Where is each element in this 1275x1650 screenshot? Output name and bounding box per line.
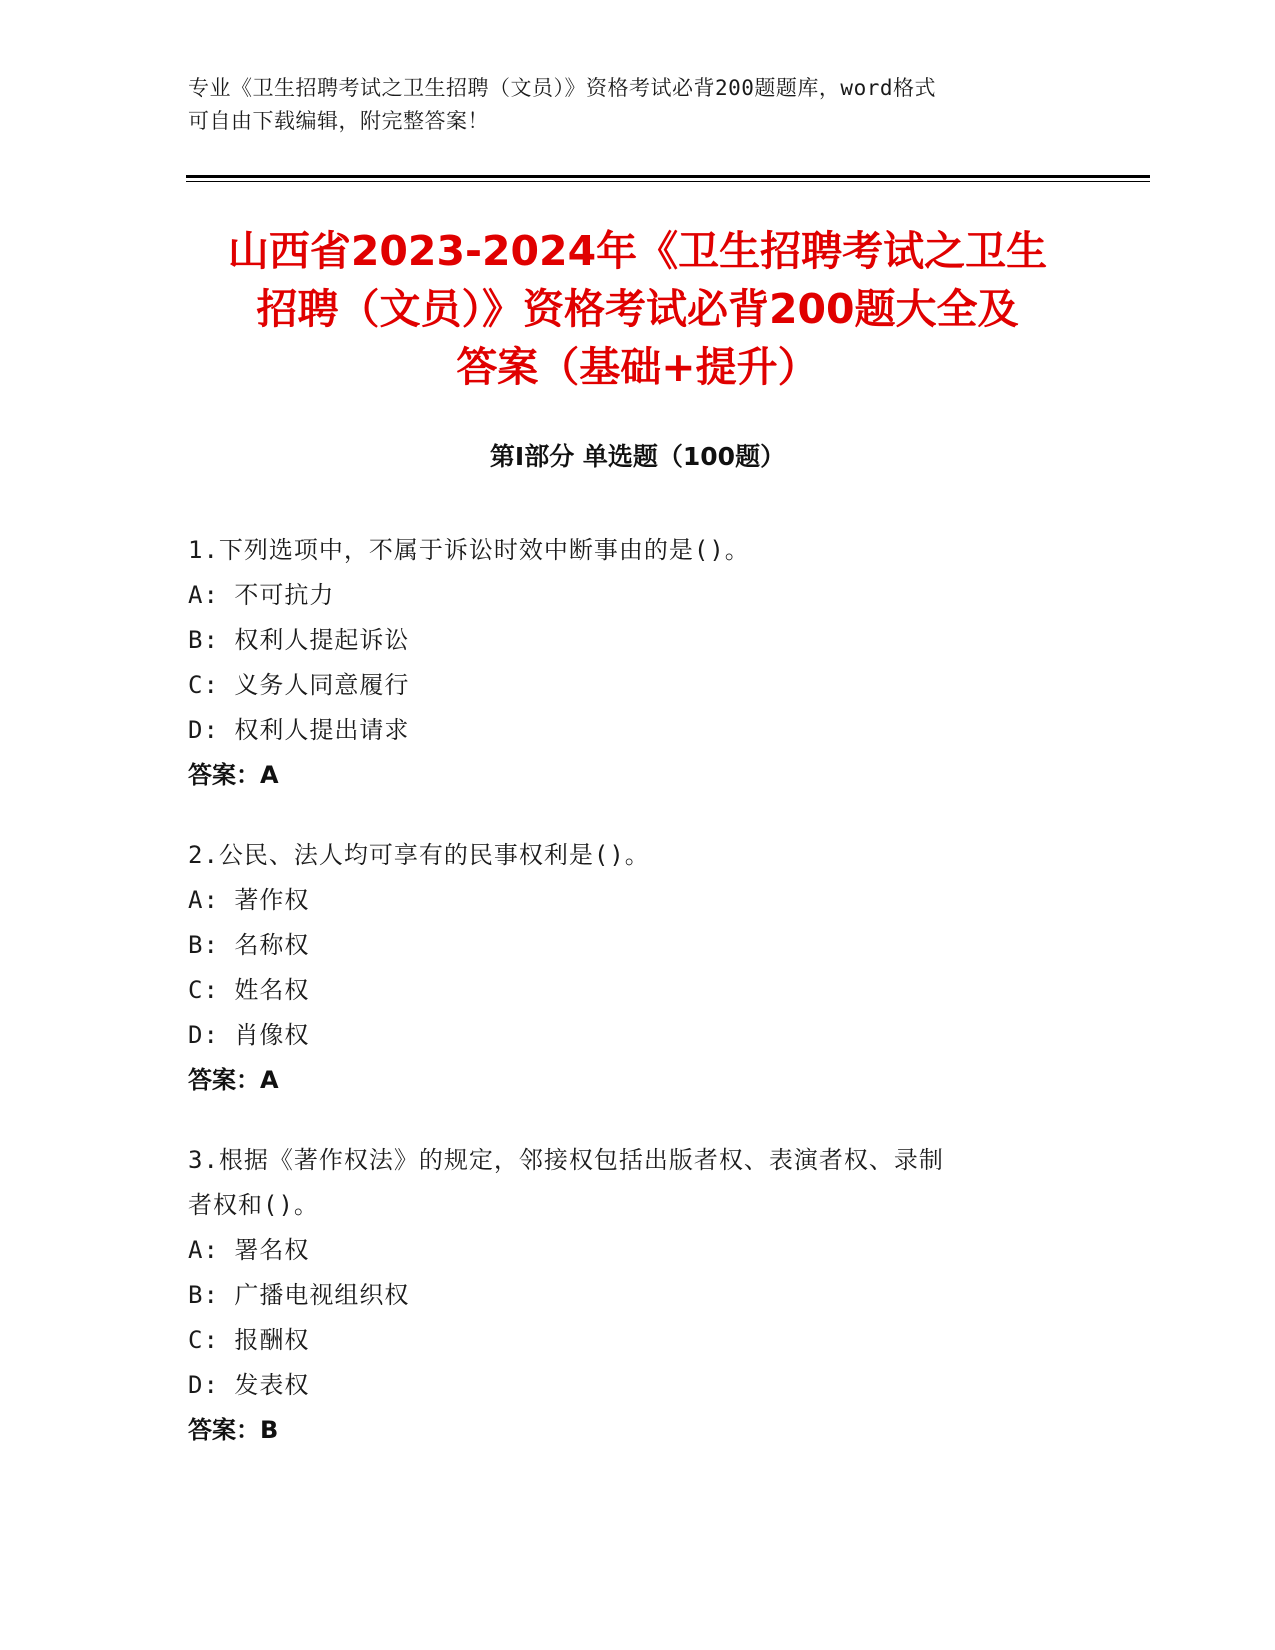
question-stem-continued: 者权和()。 <box>188 1191 319 1219</box>
header-divider-thin <box>186 181 1150 182</box>
option-d: D: 发表权 <box>188 1371 310 1399</box>
answer: 答案：A <box>188 761 279 789</box>
document-title-line: 山西省2023-2024年《卫生招聘考试之卫生 <box>227 227 1048 275</box>
question-item <box>188 833 1068 1103</box>
option-b: B: 广播电视组织权 <box>188 1281 410 1309</box>
document-title-line: 答案（基础+提升） <box>456 343 819 391</box>
section-title: 第Ⅰ部分 单选题（100题） <box>489 442 786 471</box>
header-note-line: 专业《卫生招聘考试之卫生招聘（文员）》资格考试必背200题题库，word格式 <box>188 76 936 100</box>
header-divider-thick <box>186 175 1150 178</box>
question-stem: 3.根据《著作权法》的规定，邻接权包括出版者权、表演者权、录制 <box>188 1146 944 1174</box>
document-title <box>150 222 1125 396</box>
answer: 答案：A <box>188 1066 279 1094</box>
question-list <box>188 528 1068 1488</box>
question-stem: 2.公民、法人均可享有的民事权利是()。 <box>188 841 650 869</box>
answer: 答案：B <box>188 1416 279 1444</box>
option-a: A: 不可抗力 <box>188 581 335 609</box>
option-a: A: 署名权 <box>188 1236 310 1264</box>
option-d: D: 肖像权 <box>188 1021 310 1049</box>
question-stem: 1.下列选项中，不属于诉讼时效中断事由的是()。 <box>188 536 750 564</box>
option-c: C: 姓名权 <box>188 976 310 1004</box>
question-item <box>188 1138 1068 1453</box>
header-note-line: 可自由下载编辑，附完整答案！ <box>188 109 489 133</box>
option-b: B: 名称权 <box>188 931 310 959</box>
header-note <box>188 72 1068 138</box>
document-title-line: 招聘（文员）》资格考试必背200题大全及 <box>256 285 1019 333</box>
option-c: C: 义务人同意履行 <box>188 671 410 699</box>
question-item <box>188 528 1068 798</box>
option-a: A: 著作权 <box>188 886 310 914</box>
option-c: C: 报酬权 <box>188 1326 310 1354</box>
option-d: D: 权利人提出请求 <box>188 716 410 744</box>
option-b: B: 权利人提起诉讼 <box>188 626 410 654</box>
